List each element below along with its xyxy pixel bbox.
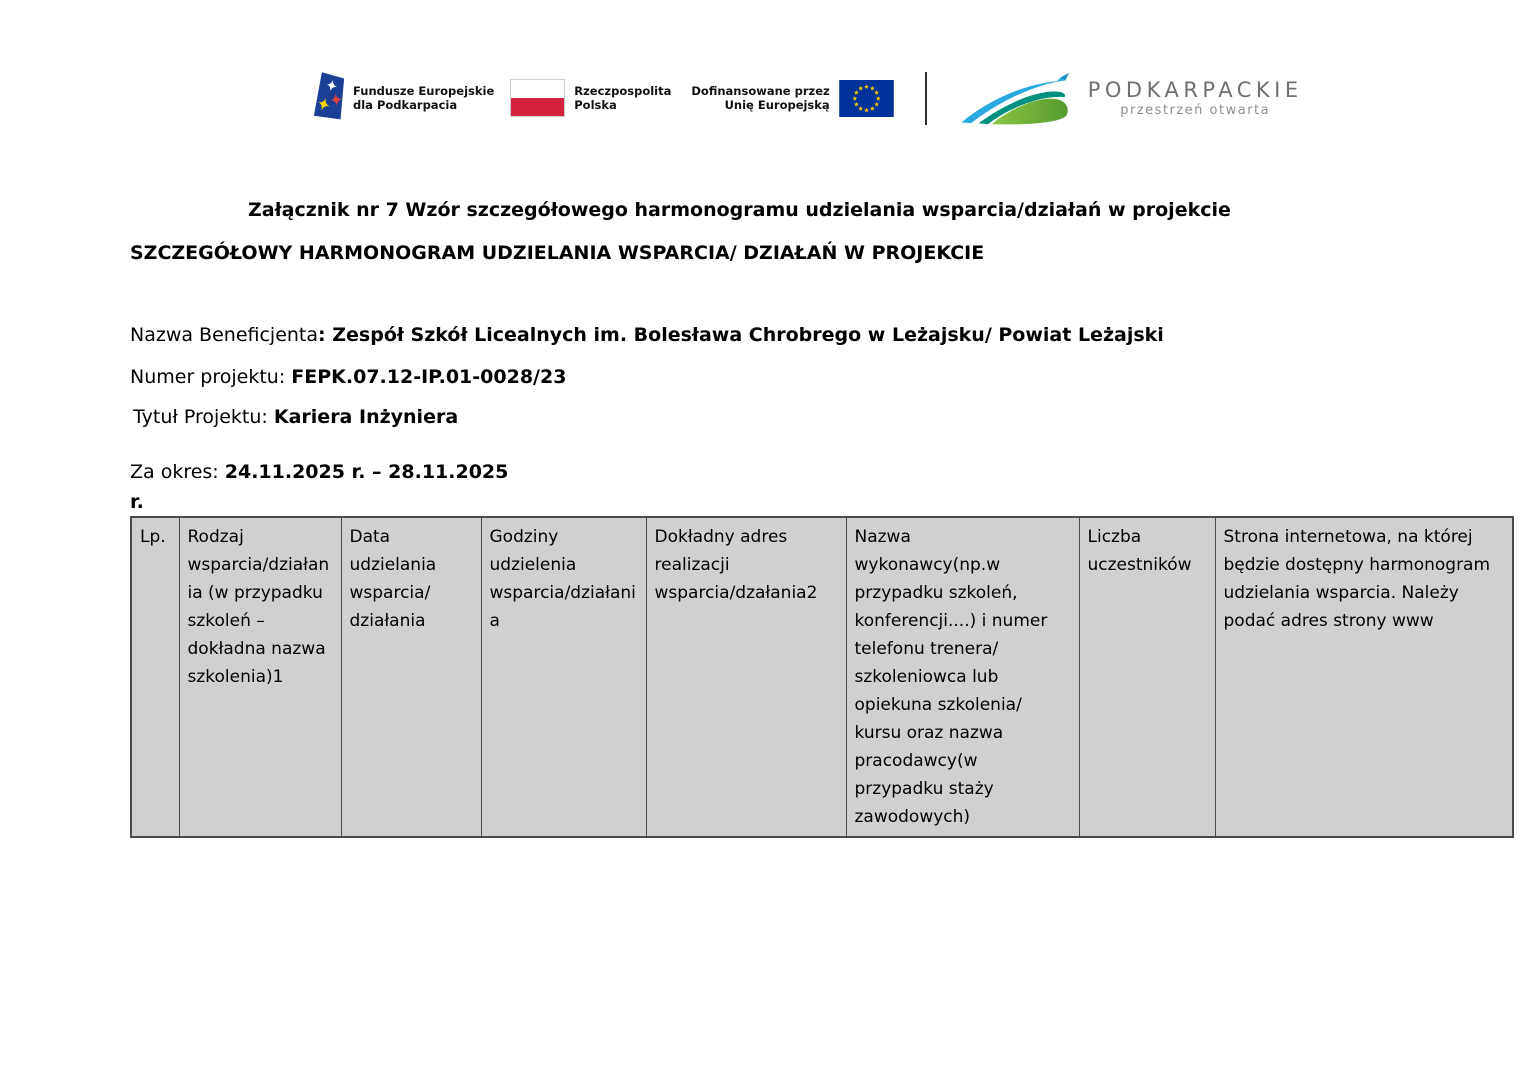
fe-label-line1: Fundusze Europejskie	[353, 83, 495, 98]
poland-flag-white	[511, 80, 564, 98]
schedule-table	[130, 516, 1514, 838]
eu-label-line2: Unię Europejską	[724, 98, 830, 112]
podkarpackie-swoosh-icon	[958, 69, 1083, 127]
podkarpackie-logo	[958, 69, 1303, 127]
project-title-line	[133, 406, 458, 428]
logo-divider	[925, 72, 927, 125]
table-header-date: Data udzielania wsparcia/ działania	[341, 517, 481, 837]
eu-funding-label	[691, 84, 829, 113]
table-header-hours: Godziny udzielenia wsparcia/działania	[481, 517, 646, 837]
table-header-support-type: Rodzaj wsparcia/działania (w przypadku szkoleń – dokładna nazwa szkolenia)1	[179, 517, 341, 837]
table-header-row	[131, 517, 1513, 837]
period-value-continuation: r.	[130, 491, 144, 513]
table-header-participants: Liczba uczestników	[1079, 517, 1215, 837]
beneficiary-value: : Zespół Szkół Licealnych im. Bolesława Chrobrego w Leżajsku/ Powiat Leżajski	[318, 324, 1164, 346]
eu-label-line1: Dofinansowane przez	[691, 83, 830, 98]
fe-label-line2: dla Podkarpacia	[353, 98, 458, 112]
poland-flag-icon	[510, 79, 565, 117]
fundusze-europejskie-label	[353, 84, 494, 113]
project-number-label: Numer projektu:	[130, 366, 292, 388]
fe-flag-icon	[313, 70, 345, 126]
pl-label-line2: Polska	[574, 98, 617, 112]
project-number-line	[130, 366, 566, 388]
page-title: SZCZEGÓŁOWY HARMONOGRAM UDZIELANIA WSPARCIA/ DZIAŁAŃ W PROJEKCIE	[130, 242, 985, 264]
project-title-label: Tytuł Projektu:	[133, 406, 274, 428]
table-header-address: Dokładny adres realizacji wsparcia/dzałania2	[646, 517, 846, 837]
period-label: Za okres:	[130, 461, 225, 483]
logo-bar	[313, 68, 1303, 128]
table-header-lp: Lp.	[131, 517, 179, 837]
project-title-value: Kariera Inżyniera	[273, 406, 459, 428]
podkarpackie-subtitle: przestrzeń otwarta	[1120, 103, 1271, 118]
eu-flag-icon	[839, 80, 894, 117]
podkarpackie-title: PODKARPACKIE	[1087, 78, 1303, 102]
pl-label-line1: Rzeczpospolita	[574, 83, 672, 98]
fundusze-europejskie-logo	[313, 70, 494, 126]
beneficiary-label: Nazwa Beneficjenta	[130, 324, 319, 346]
period-value: 24.11.2025 r. – 28.11.2025	[224, 461, 509, 483]
rzeczpospolita-polska-label	[574, 84, 671, 113]
podkarpackie-label	[1088, 78, 1303, 118]
beneficiary-line	[130, 324, 1164, 346]
project-number-value: FEPK.07.12-IP.01-0028/23	[291, 366, 567, 388]
period-line	[130, 461, 508, 483]
table-header-contractor: Nazwa wykonawcy(np.w przypadku szkoleń, konferencji....) i numer telefonu trenera/ szkoleniowca lub opiekuna szkolenia/ kursu oraz nazwa pracodawcy(w przypadku staży zawodowych)	[846, 517, 1079, 837]
table-header-website: Strona internetowa, na której będzie dostępny harmonogram udzielania wsparcia. Należy podać adres strony www	[1215, 517, 1513, 837]
poland-flag-red	[511, 98, 564, 116]
period-line-continuation	[130, 491, 144, 513]
attachment-title: Załącznik nr 7 Wzór szczegółowego harmonogramu udzielania wsparcia/działań w projekcie	[248, 199, 1231, 221]
